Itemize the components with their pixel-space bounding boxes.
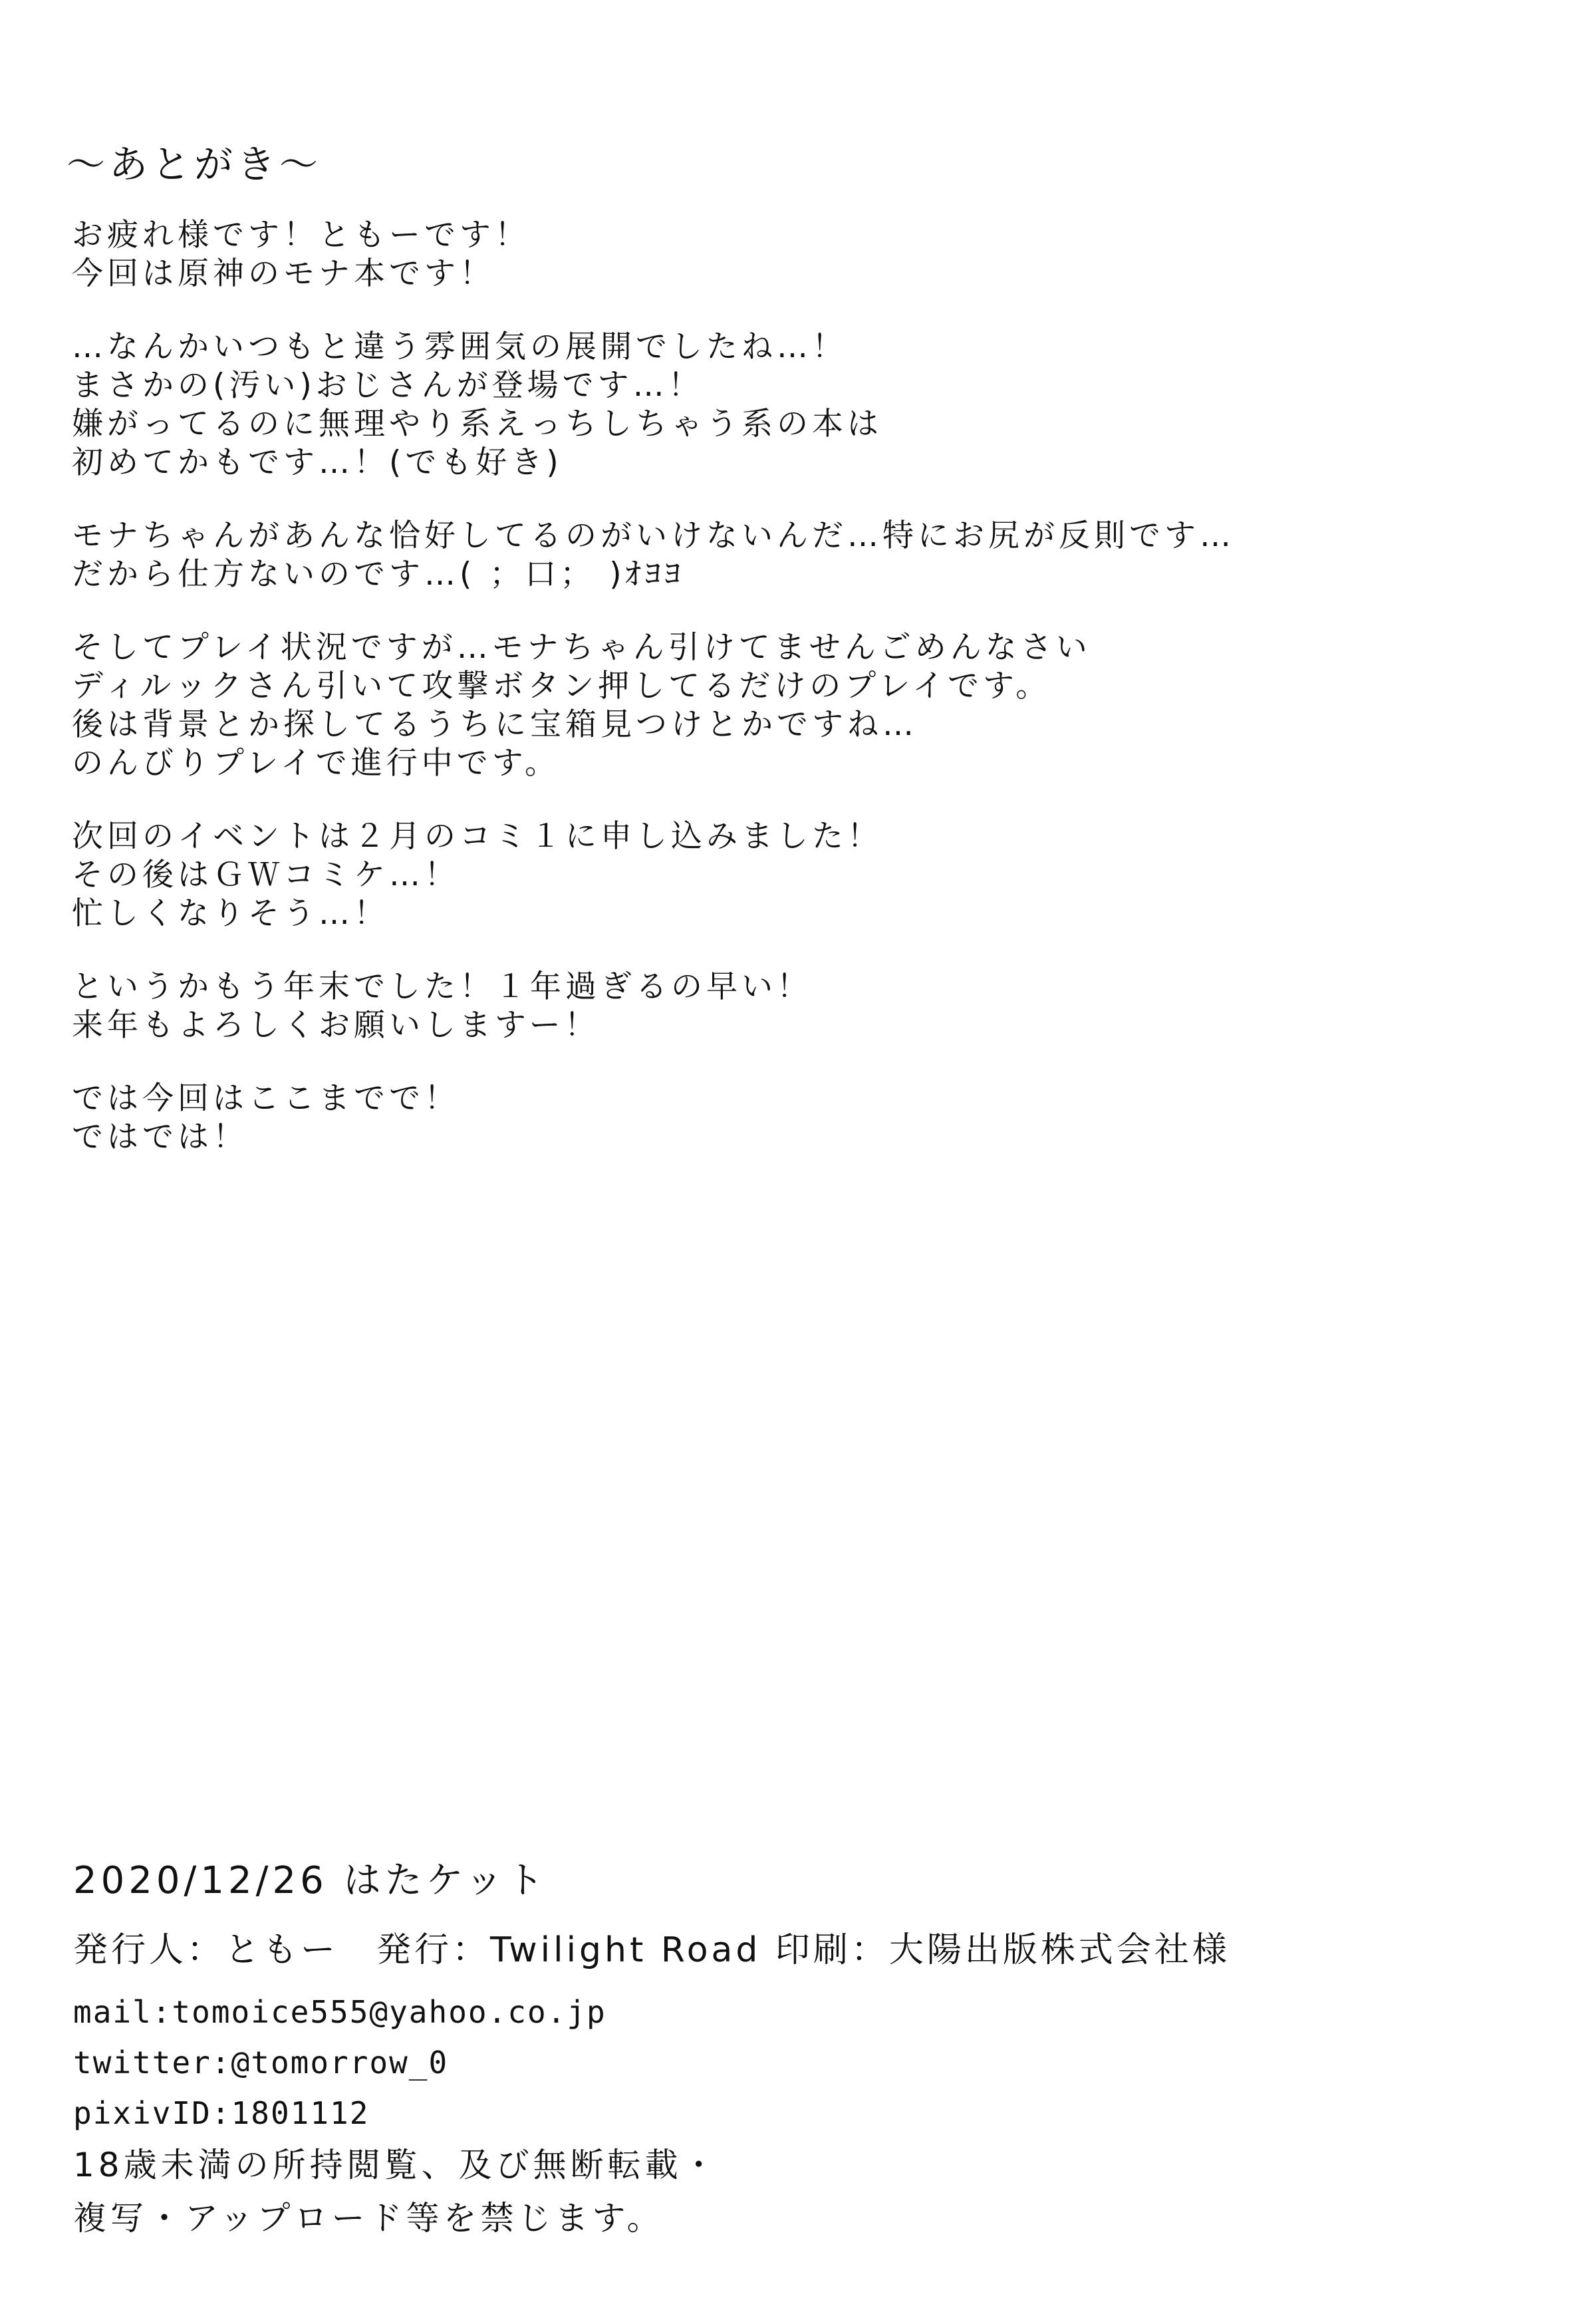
text-line: 嫌がってるのに無理やり系えっちしちゃう系の本は [72, 406, 882, 442]
colophon [73, 1859, 1569, 2255]
text-line: ディルックさん引いて攻撃ボタン押してるだけのプレイです。 [72, 668, 1051, 704]
text-line: …なんかいつもと違う雰囲気の展開でしたね…！ [72, 329, 847, 365]
colophon-mail: mail:tomoice555@yahoo.co.jp [73, 1994, 606, 2030]
text-line: のんびりプレイで進行中です。 [72, 745, 561, 782]
colophon-pixiv: pixivID:1801112 [73, 2095, 370, 2131]
paragraph-year-end [72, 968, 1502, 1045]
text-line: そしてプレイ状況ですが…モナちゃん引けてませんごめんなさい [72, 629, 1091, 666]
paragraph-next-event [72, 817, 1502, 933]
text-line: その後はＧＷコミケ…！ [72, 857, 460, 893]
text-line: 次回のイベントは２月のコミ１に申し込みました！ [72, 818, 882, 855]
text-line: ではでは！ [72, 1119, 248, 1155]
paragraph-outfit [72, 517, 1502, 594]
text-line: お疲れ様です！ともーです！ [72, 217, 530, 253]
paragraph-play-status [72, 629, 1502, 783]
text-line: 初めてかもです…！(でも好き) [72, 444, 563, 481]
text-line: では今回はここまでで！ [72, 1080, 460, 1117]
colophon-publisher: 発行人：ともー 発行：Twilight Road 印刷：大陽出版株式会社様 [73, 1930, 1230, 1970]
text-line: というかもう年末でした！１年過ぎるの早い！ [72, 968, 812, 1005]
text-line: 今回は原神のモナ本です！ [72, 255, 495, 292]
text-line: 来年もよろしくお願いしますー！ [72, 1007, 600, 1044]
text-line: モナちゃんがあんな恰好してるのがいけないんだ…特にお尻が反則です… [72, 517, 1235, 554]
paragraph-closing [72, 1080, 1502, 1157]
text-line: 後は背景とか探してるうちに宝箱見つけとかですね… [72, 706, 918, 743]
paragraph-greeting [72, 216, 1502, 293]
colophon-date-event: 2020/12/26 はたケット [73, 1859, 548, 1902]
colophon-notice-line-2: 複写・アップロード等を禁じます。 [73, 2199, 664, 2238]
colophon-notice-line-1: 18歳未満の所持閲覧、及び無断転載・ [73, 2146, 720, 2184]
paragraph-story [72, 328, 1502, 482]
text-line: 忙しくなりそう…！ [72, 895, 389, 932]
colophon-twitter: twitter:@tomorrow_0 [73, 2045, 449, 2081]
text-line: まさかの(汚い)おじさんが登場です…！ [72, 367, 704, 404]
afterword-title: ～あとがき～ [66, 142, 323, 187]
text-line: だから仕方ないのです…( ；口； )ｵﾖﾖ [72, 556, 685, 593]
afterword-body [72, 216, 1502, 1191]
